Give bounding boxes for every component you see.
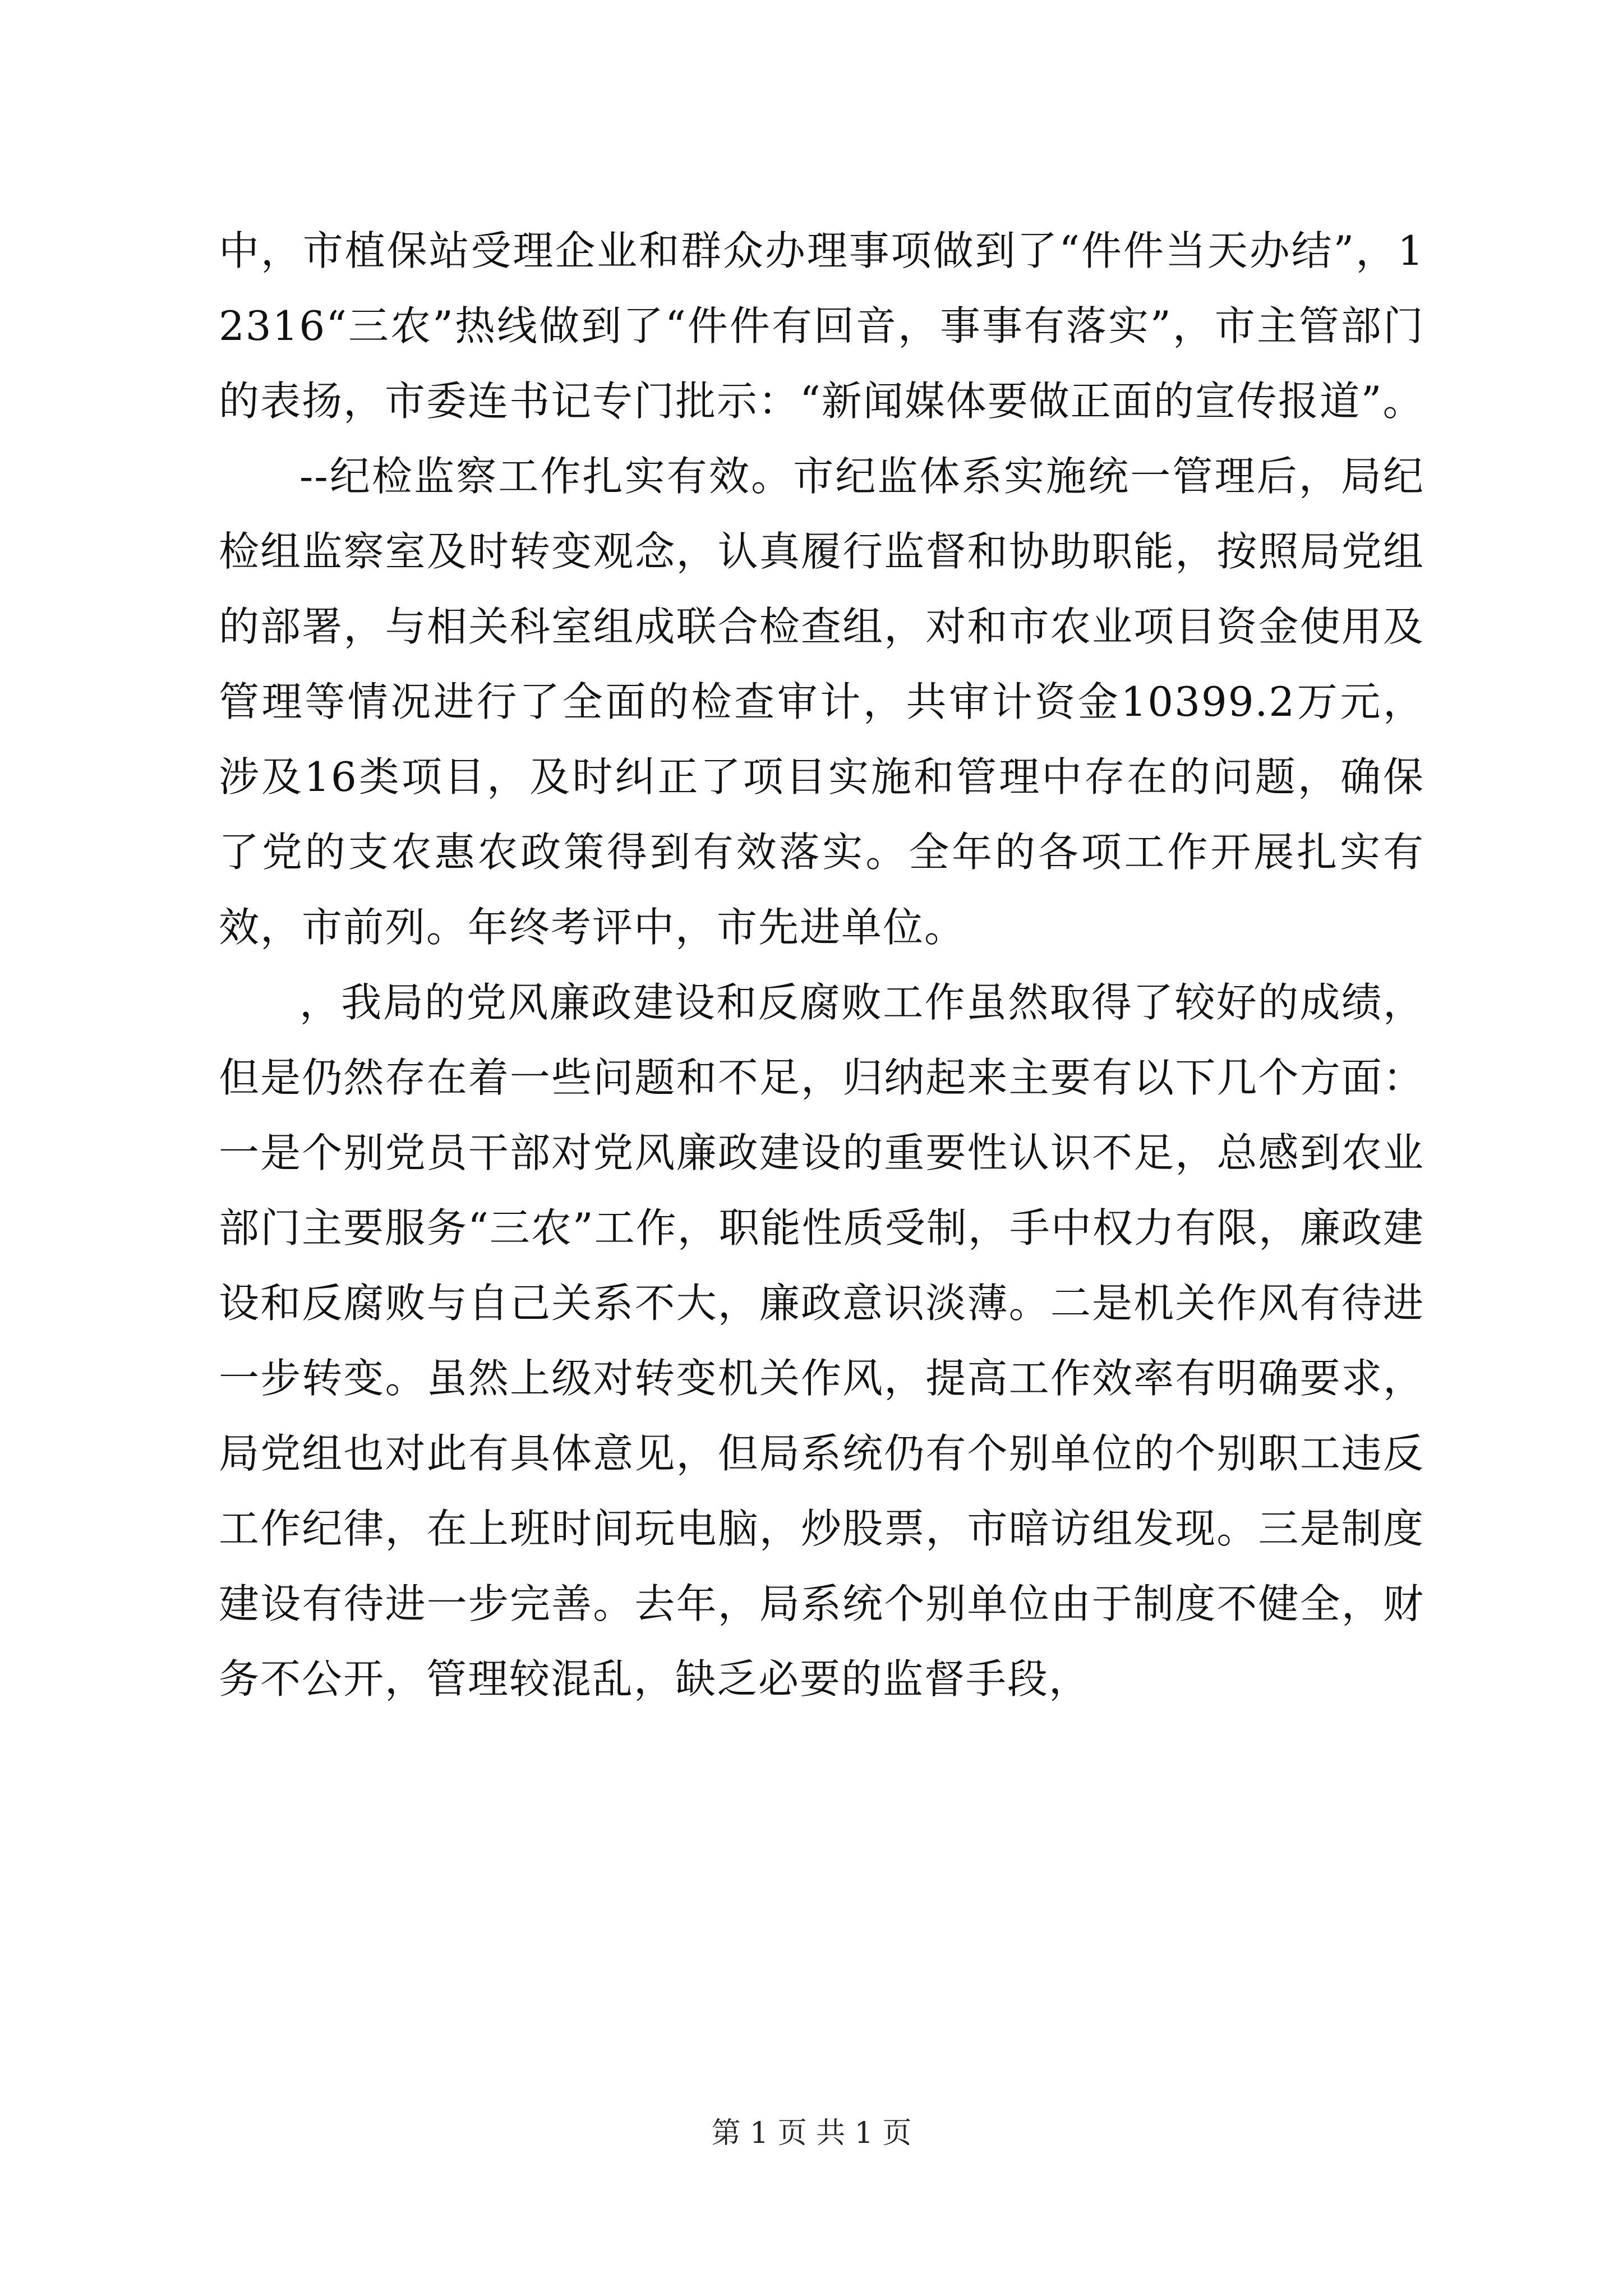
paragraph-continuation: 中，市植保站受理企业和群众办理事项做到了“件件当天办结”，12316“三农”热线做到了“件件有回音，事事有落实”，市主管部门的表扬，市委连书记专门批示：“新闻媒体要做正面的宣传报道”。 [219,227,1424,425]
page-number-footer: 第 1 页 共 1 页 [711,2116,912,2150]
document-body [219,213,1424,1717]
paragraph-discipline-inspection: --纪检监察工作扎实有效。市纪监体系实施统一管理后，局纪检组监察室及时转变观念，认真履行监督和协助职能，按照局党组的部署，与相关科室组成联合检查组，对和市农业项目资金使用及管理等情况进行了全面的检查审计，共审计资金10399.2万元，涉及16类项目，及时纠正了项目实施和管理中存在的问题，确保了党的支农惠农政策得到有效落实。全年的各项工作开展扎实有效，市前列。年终考评中，市先进单位。 [219,453,1424,951]
paragraph-problems: ，我局的党风廉政建设和反腐败工作虽然取得了较好的成绩，但是仍然存在着一些问题和不足，归纳起来主要有以下几个方面：一是个别党员干部对党风廉政建设的重要性认识不足，总感到农业部门主要服务“三农”工作，职能性质受制，手中权力有限，廉政建设和反腐败与自己关系不大，廉政意识淡薄。二是机关作风有待进一步转变。虽然上级对转变机关作风，提高工作效率有明确要求，局党组也对此有具体意见，但局系统仍有个别单位的个别职工违反工作纪律，在上班时间玩电脑，炒股票，市暗访组发现。三是制度建设有待进一步完善。去年，局系统个别单位由于制度不健全，财务不公开，管理较混乱，缺乏必要的监督手段， [219,979,1424,1703]
